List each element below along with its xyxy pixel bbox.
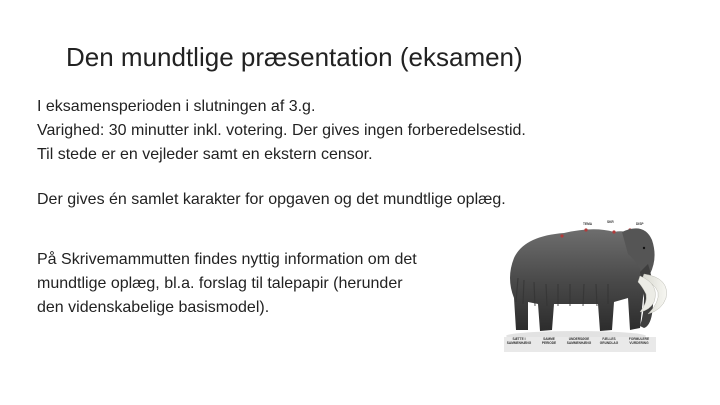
mammoth-bottom-label-1: SÆTTE I SAMMENHÆNG xyxy=(506,337,532,345)
mammoth-top-label-disp: DISP xyxy=(636,222,644,226)
exam-attendees-line: Til stede er en vejleder samt en ekstern censor. xyxy=(37,146,373,163)
skrivemammut-paragraph xyxy=(37,248,417,320)
grading-line: Der gives én samlet karakter for opgaven og det mundtlige oplæg. xyxy=(37,191,506,208)
skrivemammut-line-2: mundtlige oplæg, bl.a. forslag til talepapir (herunder xyxy=(37,275,403,292)
mammoth-bottom-label-2: SAMME PERIODE xyxy=(541,337,557,345)
exam-period-line: I eksamensperioden i slutningen af 3.g. xyxy=(37,98,316,115)
skrivemammut-line-1: På Skrivemammutten findes nyttig information om det xyxy=(37,251,417,268)
mammoth-top-label-skr: SKR xyxy=(607,220,614,224)
slide-title: Den mundtlige præsentation (eksamen) xyxy=(66,42,523,72)
exam-info-paragraph xyxy=(37,95,526,167)
exam-duration-line: Varighed: 30 minutter inkl. votering. Der gives ingen forberedelsestid. xyxy=(37,122,526,139)
mammoth-bottom-label-5: FORMULERE VURDERING xyxy=(628,337,650,345)
skrivemammut-line-3: den videnskabelige basismodel). xyxy=(37,299,270,316)
mammoth-top-label-tema: TEMA xyxy=(583,222,593,226)
grading-paragraph xyxy=(37,188,506,212)
mammoth-bottom-label-3: UNDERSØGE SAMMENHÆNG xyxy=(566,337,592,345)
mammoth-bottom-label-4: FÆLLES GRUNDLAG xyxy=(599,337,619,345)
